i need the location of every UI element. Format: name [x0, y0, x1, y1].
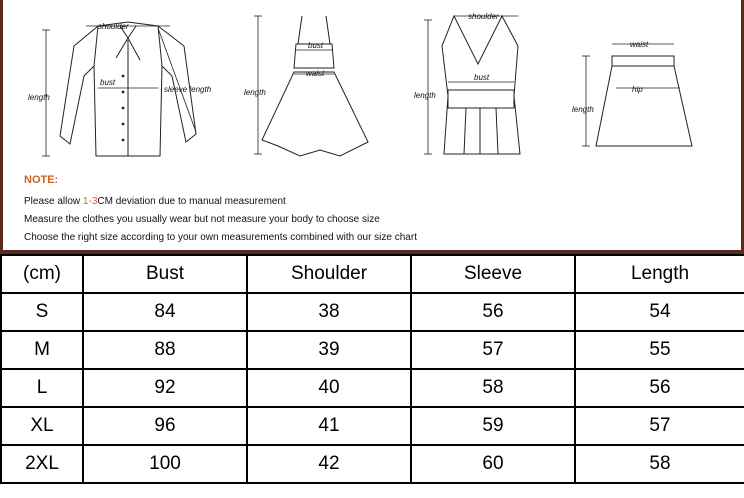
dress-bust-label: bust [308, 41, 324, 50]
tank-length-label: length [414, 91, 436, 100]
size-cell: XL [1, 407, 83, 445]
table-row [1, 407, 744, 445]
shirt-sleeve-length-label: sleeve length [164, 85, 212, 94]
length-cell: 54 [575, 293, 744, 331]
sleeve-cell: 57 [411, 331, 575, 369]
frame-left [0, 0, 3, 254]
dress-length-label: length [244, 88, 266, 97]
sleeve-cell: 56 [411, 293, 575, 331]
size-cell: M [1, 331, 83, 369]
shirt-shoulder-label: shoulder [98, 22, 129, 31]
note-line-1 [24, 196, 286, 207]
skirt-length-label: length [572, 105, 594, 114]
note-line-2: Measure the clothes you usually wear but not measure your body to choose size [24, 214, 380, 225]
tank-bust-label: bust [474, 73, 490, 82]
table-row [1, 445, 744, 483]
length-cell: 55 [575, 331, 744, 369]
table-row [1, 331, 744, 369]
sleeve-cell: 59 [411, 407, 575, 445]
note-title: NOTE: [24, 174, 59, 186]
size-cell: S [1, 293, 83, 331]
tank-diagram [410, 6, 550, 166]
size-chart-table [0, 254, 744, 484]
bust-cell: 92 [83, 369, 247, 407]
skirt-hip-label: hip [632, 85, 643, 94]
sleeve-cell: 60 [411, 445, 575, 483]
skirt-waist-label: waist [630, 40, 649, 49]
length-cell: 58 [575, 445, 744, 483]
note-deviation-highlight: 1-3 [82, 196, 98, 207]
header-bust: Bust [83, 255, 247, 293]
bust-cell: 100 [83, 445, 247, 483]
table-header-row [1, 255, 744, 293]
size-cell: 2XL [1, 445, 83, 483]
note-line-1-end: CM deviation due to manual measurement [97, 196, 286, 207]
dress-diagram [240, 6, 390, 166]
sleeve-cell: 58 [411, 369, 575, 407]
header-shoulder: Shoulder [247, 255, 411, 293]
size-cell: L [1, 369, 83, 407]
note-line-1-start: Please allow [24, 196, 83, 207]
shoulder-cell: 42 [247, 445, 411, 483]
shoulder-cell: 41 [247, 407, 411, 445]
shirt-diagram [24, 6, 224, 166]
table-row [1, 369, 744, 407]
shirt-length-label: length [28, 93, 50, 102]
length-cell: 56 [575, 369, 744, 407]
bust-cell: 96 [83, 407, 247, 445]
header-sleeve: Sleeve [411, 255, 575, 293]
shoulder-cell: 39 [247, 331, 411, 369]
shoulder-cell: 40 [247, 369, 411, 407]
bust-cell: 84 [83, 293, 247, 331]
skirt-diagram [568, 6, 728, 166]
shirt-bust-label: bust [100, 78, 116, 87]
header-unit: (cm) [1, 255, 83, 293]
note-line-3: Choose the right size according to your own measurements combined with our size chart [24, 232, 417, 243]
dress-waist-label: waist [306, 69, 325, 78]
shoulder-cell: 38 [247, 293, 411, 331]
table-row [1, 293, 744, 331]
tank-shoulder-label: shoulder [468, 12, 499, 21]
header-length: Length [575, 255, 744, 293]
bust-cell: 88 [83, 331, 247, 369]
length-cell: 57 [575, 407, 744, 445]
